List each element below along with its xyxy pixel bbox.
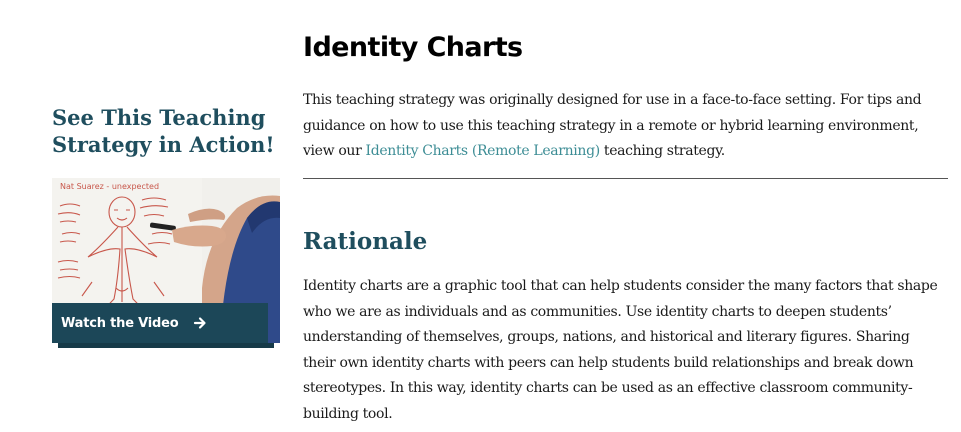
thumbnail-header-text: Nat Suarez - unexpected <box>60 182 160 191</box>
intro-paragraph <box>303 88 928 165</box>
watch-video-card[interactable] <box>52 178 280 348</box>
video-thumbnail[interactable] <box>52 178 280 343</box>
rationale-paragraph: Identity charts are a graphic tool that can help students consider the many factors that shape who we are as individuals and as communities. Use identity charts to deepen students’ understanding of themselves, groups, nations, and historical and literary figures. Sharing their own identity charts with peers can help students build relationships and break down stereotypes. In this way, identity charts can be used as an effective classroom community-building tool. <box>303 278 938 422</box>
sidebar-heading: See This Teaching Strategy in Action! <box>52 105 275 157</box>
watch-video-bar[interactable] <box>52 303 268 343</box>
remote-learning-link[interactable]: Identity Charts (Remote Learning) <box>365 143 600 159</box>
arrow-right-icon[interactable] <box>193 316 207 330</box>
watch-video-label[interactable]: Watch the Video <box>61 315 179 331</box>
page-title: Identity Charts <box>303 32 523 63</box>
section-divider <box>303 178 948 179</box>
rationale-heading: Rationale <box>303 228 428 255</box>
intro-text-before-link: This teaching strategy was originally designed for use in a face-to-face setting. For tips and guidance on how to use this teaching strategy in a remote or hybrid learning environment, view our <box>303 92 922 159</box>
intro-text-after-link: teaching strategy. <box>599 143 725 159</box>
